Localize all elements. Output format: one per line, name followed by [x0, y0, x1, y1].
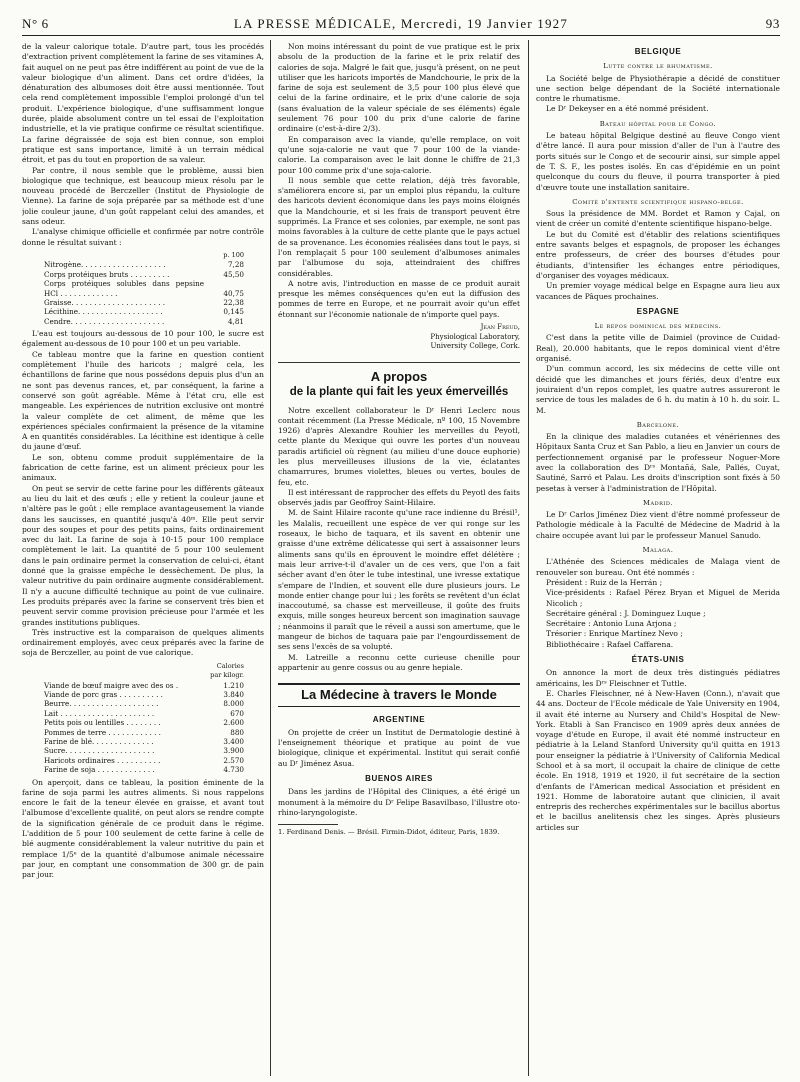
table-row: Lait . . . . . . . . . . . . . . . . . . . . . 670 [44, 708, 244, 718]
paragraph: Sous la présidence de MM. Bordet et Ramon y Cajal, on vient de créer un comité d'entente scientifique hispano-belge. [536, 209, 780, 229]
country-heading: BELGIQUE [634, 47, 682, 56]
paragraph: On annonce la mort de deux très distingués pédiatres américains, les Dʳˢ Fleischner et Tuttle. [536, 668, 780, 688]
analysis-table [44, 251, 244, 326]
column-2 [278, 42, 520, 1074]
article-title: A propos de la plante qui fait les yeux émerveillés [278, 362, 520, 400]
paragraph: Le son, obtenu comme produit supplémentaire de la fabrication de cette farine, est un aliment précieux pour les animaux. [22, 452, 264, 483]
list-item: Vice-présidents : Rafael Pérez Bryan et Miguel de Merida Nicolich ; [546, 588, 780, 608]
subheading: Barcelone. [636, 420, 680, 429]
paragraph: Le Dʳ Carlos Jiménez Diez vient d'être nommé professeur de Pathologie médicale à la Faculté de Médecine de Madrid à la chaire occupée avant lui par le professeur Manuel Sanudo. [536, 510, 780, 540]
country-heading: ESPAGNE [636, 306, 680, 316]
paragraph: En comparaison avec la viande, qu'elle remplace, on voit qu'une soja-calorie ne vaut que 7 pour 100 de la viande-calorie. La comparaison avec le lait donne le chiffre de 21,3 pour 100 comme prix d'une soja-calorie. [278, 134, 520, 175]
subheading: Le repos dominical des médecins. [594, 322, 722, 331]
table-row: Viande de bœuf maigre avec des os . 1.210 [44, 680, 244, 690]
paragraph: Ce tableau montre que la farine en question contient complètement l'huile des haricots ; malgré cela, les échantillons de farine que nous possédons depuis plus d'un an ne sont pas devenus rances, et, par conséquent, la farine a conservé son goût agréable. Même à l'état cru, elle est mangeable. Les expériences de nutrition exclusive ont montré la valeur complète de cet aliment, de même que les expériences spéciales confirmaient la présence de la vitamine A en quantités considérables. La lécithine est identique à celle du jaune d'œuf. [22, 349, 264, 452]
paragraph: Le bateau hôpital Belgique destiné au fleuve Congo vient d'être lancé. Il aura pour mission d'aller de l'un à l'autre des ports situés sur le Congo et de secourir ainsi, sur simple appel de T. S. F., les postes isolés. En cas d'épidémie en un point quelconque du cours du fleuve, il pourra transporter à pied d'œuvre toute une installation sanitaire. [536, 131, 780, 192]
column-1 [22, 42, 264, 1074]
table-row: Petits pois ou lentilles . . . . . . . . 2.600 [44, 718, 244, 728]
paragraph: Très instructive est la comparaison de quelques aliments ordinairement employés, avec ceux préparés avec la farine de soja de Berczeller, au point de vue calorique. [22, 627, 264, 658]
country-heading: ÉTATS-UNIS [631, 655, 685, 665]
footnote: 1. Ferdinand Denis. — Brésil. Firmin-Didot, éditeur, Paris, 1839. [278, 828, 500, 837]
table-row: Beurre. . . . . . . . . . . . . . . . . . . . 8.000 [44, 699, 244, 709]
paragraph: L'Athénée des Sciences médicales de Malaga vient de renouveler son bureau. Ont été nommés : [536, 557, 780, 577]
paragraph: Le Dʳ Dekeyser en a été nommé président. [546, 104, 709, 114]
issue-number: N° 6 [22, 16, 49, 31]
paragraph: Il nous semble que cette relation, déjà très favorable, s'améliorera encore si, par un emploi plus répandu, la culture des haricots devient économique dans les pays moins éloignés que la Mandchourie, et si les frais de transport peuvent être supprimés. La France et ses colonies, par exemple, ne sont pas moins favorables à la culture de cette plante que le pays actuel de sa provenance. Les économies réalisées dans tout le pays, si l'on remplaçait 5 pour 100 seulement d'albumoses animales par l'albumose du soja, atteindraient des chiffres considérables. [278, 175, 520, 278]
paragraph: D'un commun accord, les six médecins de cette ville ont décidé que les dimanches et jours fériés, deux d'entre eux jouiraient d'un repos complet, les quatre autres assureront le service de tous les malades de 6 h. du matin à 10 h. du soir. L. M. [536, 364, 780, 415]
list-item: Secrétaire général : J. Dominguez Luque ; [546, 608, 706, 618]
subheading: Malaga. [642, 546, 674, 555]
section-title: La Médecine à travers le Monde [278, 683, 520, 706]
paragraph: On aperçoit, dans ce tableau, la position éminente de la farine de soja parmi les autres aliments. Si nous rappelons encore le fait de la teneur élevée en graisse, et avant tout l'albumose d'excellente qualité, on peut alors se rendre compte de la signification générale de ce produit dans le régime. L'addition de 5 pour 100 seulement de cette farine à celle de blé augmente considérablement la valeur nutritive du pain et remplace 1/5ᵉ de la quantité d'albumose animale nécessaire par jour, en comptant une consommation de 300 gr. de pain par jour. [22, 777, 264, 880]
paragraph: La Société belge de Physiothérapie a décidé de constituer une section belge dépendant de la Société internationale contre le rhumatisme. [536, 73, 780, 104]
subheading: Comité d'entente scientifique hispano-belge. [572, 197, 744, 206]
paragraph: En la clinique des maladies cutanées et vénériennes des Hôpitaux Santa Cruz et San Pablo, a lieu en Janvier un cours de perfectionnement organisé par le professeur Noguer-More avec la collaboration des Dʳˢ Montañá, Sale, Pallés, Cuyat, Sautiné, Sarró et Palau. Les droits d'inscription sont fixés à 50 pesetas à verser à l'administration de l'Hôpital. [536, 432, 780, 493]
paragraph: Par contre, il nous semble que le problème, aussi bien biologique que technique, est beaucoup mieux résolu par le nouveau procédé de Berczeller (Institut de Physiologie de Vienne). La farine de soja préparée par sa méthode est d'une jolie couleur jaune, d'un goût rappelant celui des amandes, et sans odeur. [22, 165, 264, 227]
table-header: p. 100 [223, 250, 244, 259]
subheading: Lutte contre le rhumatisme. [603, 62, 713, 71]
paragraph: M. de Saint Hilaire raconte qu'une race indienne du Brésil¹, les Malalis, recueillent une espèce de ver qui ronge sur les roseaux, le bicho de taquara, et ils savent en obtenir une graisse d'une extrême délicatesse qui sert à assaisonner leurs aliments sans qu'ils en éprouvent le moindre effet délétère ; mais leur arrive-t-il d'avaler un de ces vers, que l'on a fait sécher avant d'en ôter le tube intestinal, une ivresse extatique s'empare de l'Indien, et souvent elle dure plusieurs jours. Le monde entier change pour lui ; les forêts se revêtent d'un éclat inaccoutumé, sa chasse est merveilleuse, il goûte des fruits exquis, mille songes heureux bercent son imagination sauvage ; néanmoins il paraît que le réveil a aussi son amertume, que le mangeur de bichos de taquara paie par l'engourdissement de ses sens l'excès de sa volupté. [278, 508, 520, 652]
table-row: Corps protéiques bruts . . . . . . . . . 45,50 [44, 269, 244, 279]
paragraph: Notre excellent collaborateur le Dʳ Henri Leclerc nous contait récemment (La Presse Médicale, nº 100, 15 Novembre 1926) d'après Alexandre Rouhier les merveilles du Peyotl, cette plante du Mexique qui ouvre les portes d'un nouveau paradis artificiel où règnent (au milieu d'une douce euphorie) les plus merveilleuses illusions de la vie, éclatantes chamarrures, brumes violettes, bleues ou vertes, boules de feu, etc. [278, 405, 520, 487]
column-3 [536, 42, 780, 1074]
subheading: Madrid. [643, 498, 673, 507]
paragraph: Un premier voyage médical belge en Espagne aura lieu aux vacances de Pâques prochaines. [536, 281, 780, 301]
paragraph: E. Charles Fleischner, né à New-Haven (Conn.), n'avait que 44 ans. Docteur de l'Ecole médicale de Yale University en 1904, il avait été interne au Nursery and Child's Hospital de New-York. Etabli à San Francisco en 1909 après deux années de voyage d'étude en Europe, il avait été nommé instructeur en pédiatrie à la Leland Stanford University qu'il quitta en 1913 pour enseigner la pédiatrie à l'University of California Medical School et à sa mort, il occupait la chaire de clinique de cette école. En 1918, 1919 et 1920, il fut secrétaire de la section d'enfants de l'American medical Association et président en 1921. Homme de laboratoire autant que clinicien, il avait entrepris des recherches expérimentales sur le bacillus abortus et le bacillus anelitensis chez les singes. Après plusieurs articles sur [536, 688, 780, 832]
table-row: Lécithine. . . . . . . . . . . . . . . . . . . 0,145 [44, 307, 244, 317]
paragraph: de la valeur calorique totale. D'autre part, tous les procédés d'extraction privent complètement la farine de ses vitamines A, fait auquel on ne peut pas être indifférent au point de vue de la valeur biologique d'un aliment. Dans cet ordre d'idées, la dénaturation des albumoses doit être aussi mentionnée. Tout cela rend complètement impossible l'emploi prolongé d'un tel produit. L'expérience biologique, d'une suffisamment longue durée, plaide absolument contre un tel essai de l'exploitation industrielle, et la vie pratique confirme ce résultat scientifique. La farine dégraissée de soja est bien connue, son emploi pratique est sans importance, limité à un terrain médical étroit, et pas du tout en proportion de sa valeur. [22, 42, 264, 165]
table-row: Sucre. . . . . . . . . . . . . . . . . . . . 3.900 [44, 746, 244, 756]
page-header [22, 16, 780, 32]
table-row: Nitrogène. . . . . . . . . . . . . . . . . . . 7,28 [44, 260, 244, 270]
paragraph: On peut se servir de cette farine pour les différents gâteaux au lieu du lait et des œufs ; elle y retient la couleur jaune et n'altère pas le goût ; elle remplace avantageusement la viande dans les saucisses, en quantité jusqu'à 40ᵐ. Elle peut servir pour des soupes et pour des petits pains, faits ordinairement avec du lait. La farine de soja à 10-15 pour 100 remplace complètement le lait. La quantité de 5 pour 100 seulement dans le pain ordinaire permet la conservation de celui-ci, étant donné que la graisse empêche le dessèchement. De plus, la valeur nutritive du pain ordinaire augmente considérablement. Il n'y a aucune difficulté technique au point de vue culinaire. Les produits préparés avec la farine se conservent très bien et peuvent servir comme provision précieuse pour l'armée et les grandes institutions publiques. [22, 483, 264, 627]
paragraph: Dans les jardins de l'Hôpital des Cliniques, a été érigé un monument à la mémoire du Dʳ Felipe Basavilbaso, l'illustre oto-rhino-laryngologiste. [278, 787, 520, 817]
column-divider [270, 40, 271, 1076]
list-item: Président : Ruiz de la Herrán ; [546, 577, 663, 587]
city-heading: BUENOS AIRES [365, 774, 433, 784]
table-row: Farine de soja . . . . . . . . . . . . . 4.730 [44, 765, 244, 775]
table-row: Corps protéiques solubles dans pepsine HCl . . . . . . . . . . . . . 40,75 [44, 279, 244, 298]
page-number: 93 [765, 16, 780, 31]
paragraph: C'est dans la petite ville de Daimiel (province de Cuidad-Real), 20.000 habitants, que le repos dominical vient d'être organisé. [536, 333, 780, 364]
list-item: Bibliothécaire : Rafael Caffarena. [546, 639, 674, 649]
country-heading: ARGENTINE [372, 714, 426, 724]
bureau-list [536, 578, 780, 650]
masthead: LA PRESSE MÉDICALE, Mercredi, 19 Janvier 1927 [233, 16, 569, 31]
paragraph: On projette de créer un Institut de Dermatologie destiné à l'enseignement théorique et pratique au point de vue biologique, clinique et expérimental. Institut qui serait confié au Dʳ Jiménez Asua. [278, 727, 520, 768]
author-signature: Jean Freud, Physiological Laboratory, University College, Cork. [430, 323, 520, 351]
table-row: Graisse. . . . . . . . . . . . . . . . . . . . . 22,38 [44, 297, 244, 307]
paragraph: M. Latreille a reconnu cette curieuse chenille pour appartenir au genre cossus ou au genre hepiale. [278, 652, 520, 672]
list-item: Trésorier : Enrique Martínez Nevo ; [546, 629, 683, 639]
paragraph: Non moins intéressant du point de vue pratique est le prix absolu de la production de la farine et le prix relatif des calories de soja. Malgré le fait que, jusqu'à présent, on ne peut utiliser que les haricots importés de Mandchourie, le prix de la farine de soja est seulement de 3,5 pour 100 plus élevé que celui de la farine ordinaire, et le prix d'une calorie de soja (sans évaluation de la valeur spéciale de ses éléments) égale seulement 76 pour 100 du prix d'une calorie de farine ordinaire (c'est-à-dire 2/3). [278, 42, 520, 134]
table-header: Calories [216, 661, 244, 670]
table-header: par kilogr. [210, 671, 244, 680]
table-row: Haricots ordinaires . . . . . . . . . . 2.570 [44, 755, 244, 765]
header-rule [22, 35, 780, 36]
paragraph: L'analyse chimique officielle et confirmée par notre contrôle donne le résultat suivant : [22, 227, 264, 247]
paragraph: A notre avis, l'introduction en masse de ce produit aurait presque les mêmes conséquences qu'en eut la diffusion des pommes de terre en Europe, et ne pourrait avoir qu'un effet étonnant sur l'économie nationale de n'importe quel pays. [278, 278, 520, 319]
calories-table [44, 662, 244, 775]
list-item: Secrétaire : Antonio Luna Arjona ; [546, 619, 677, 629]
paragraph: Il est intéressant de rapprocher des effets du Peyotl des faits observés jadis par Geoffroy Saint-Hilaire. [278, 487, 520, 508]
table-row: Farine de blé. . . . . . . . . . . . . . 3.400 [44, 736, 244, 746]
column-divider [528, 40, 529, 1076]
paragraph: L'eau est toujours au-dessous de 10 pour 100, le sucre est également au-dessous de 10 pour 100 et un peu variable. [22, 329, 264, 349]
table-row: Cendre. . . . . . . . . . . . . . . . . . . . . 4,81 [44, 316, 244, 326]
paragraph: Le but du Comité est d'établir des relations scientifiques entre savants belges et espagnols, de proposer les échanges entre professeurs, de créer des bourses d'études pour étudiants, d'intensifier les échanges entre périodiques, d'organiser des voyages médicaux. [536, 229, 780, 280]
subheading: Bateau hôpital pour le Congo. [599, 119, 717, 128]
table-row: Viande de porc gras . . . . . . . . . . 3.840 [44, 689, 244, 699]
footnote-rule [278, 824, 338, 825]
table-row: Pommes de terre . . . . . . . . . . . . 880 [44, 727, 244, 737]
